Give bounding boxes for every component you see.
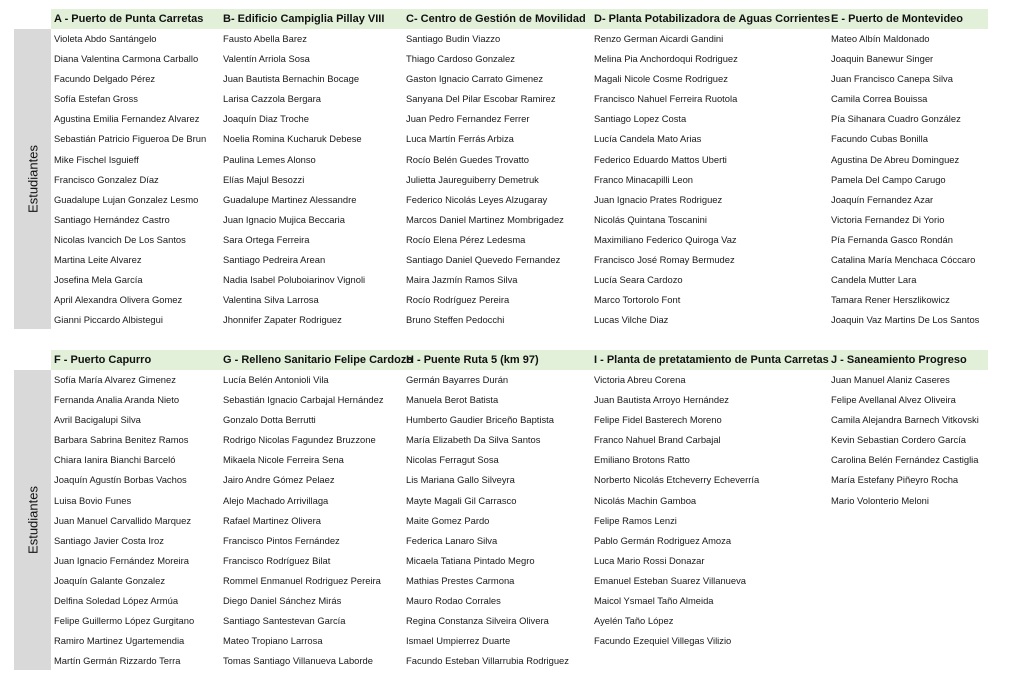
student-name: Kevin Sebastian Cordero García (831, 434, 966, 446)
student-name: Lucía Candela Mato Arias (594, 133, 702, 145)
student-name: Gonzalo Dotta Berrutti (223, 414, 316, 426)
student-name: Valentín Arriola Sosa (223, 53, 310, 65)
student-name: Santiago Hernández Castro (54, 213, 170, 225)
student-name: Norberto Nicolás Etcheverry Echeverría (594, 474, 760, 486)
student-name: Facundo Cubas Bonilla (831, 133, 928, 145)
student-name: Francisco Gonzalez Díaz (54, 173, 159, 185)
student-name: Emanuel Esteban Suarez Villanueva (594, 574, 747, 586)
student-name: Catalina María Menchaca Cóccaro (831, 254, 976, 266)
student-name: Mateo Albín Maldonado (831, 33, 930, 44)
student-name: Bruno Steffen Pedocchi (406, 314, 505, 326)
student-name: Mathias Prestes Carmona (406, 574, 515, 586)
students-sidebar (14, 29, 51, 329)
student-name: Sofía María Alvarez Gimenez (54, 374, 176, 385)
student-name: Felipe Fidel Basterech Moreno (594, 414, 722, 426)
student-name: Agustina De Abreu Dominguez (831, 153, 960, 165)
student-name: Martina Leite Alvarez (54, 254, 142, 266)
student-name: Nicolas Ivancich De Los Santos (54, 233, 186, 245)
column-title: G - Relleno Sanitario Felipe Cardozo (223, 354, 414, 366)
student-name: Rocío Elena Pérez Ledesma (406, 233, 526, 245)
column-title: F - Puerto Capurro (54, 354, 152, 366)
student-name: Juan Francisco Canepa Silva (831, 73, 953, 85)
student-name: Joaquin Vaz Martins De Los Santos (831, 314, 980, 326)
student-name: Tamara Rener Herszlikowicz (831, 294, 950, 306)
student-name: Maira Jazmín Ramos Silva (406, 274, 518, 286)
student-name: Thiago Cardoso Gonzalez (406, 53, 515, 65)
student-name: Violeta Abdo Santángelo (54, 33, 157, 44)
student-name: Candela Mutter Lara (831, 274, 917, 286)
student-name: Felipe Avellanal Alvez Oliveira (831, 394, 956, 406)
student-name: Federica Lanaro Silva (406, 534, 498, 546)
column-i (591, 350, 829, 651)
column-title: C- Centro de Gestión de Movilidad (406, 13, 586, 25)
student-name: Nicolás Machin Gamboa (594, 494, 697, 506)
student-name: Santiago Pedreira Arean (223, 254, 326, 266)
column-c (403, 9, 586, 330)
student-name: Delfina Soledad López Armúa (54, 595, 179, 607)
student-name: Joaquín Fernandez Azar (831, 193, 934, 205)
student-name: Lis Mariana Gallo Silveyra (406, 474, 515, 486)
student-name: Mike Fischel Isguieff (54, 153, 139, 165)
student-name: Marco Tortorolo Font (594, 294, 681, 306)
student-name: Felipe Guillermo López Gurgitano (54, 615, 195, 627)
student-name: Santiago Daniel Quevedo Fernandez (406, 254, 561, 266)
column-title: J - Saneamiento Progreso (831, 354, 967, 366)
student-name: Rafael Martinez Olivera (223, 514, 321, 526)
student-name: Gaston Ignacio Carrato Gimenez (406, 73, 544, 85)
student-name: Melina Pia Anchordoqui Rodriguez (594, 53, 738, 65)
column-h (403, 350, 569, 671)
student-name: Guadalupe Lujan Gonzalez Lesmo (54, 193, 199, 205)
student-name: Noelia Romina Kucharuk Debese (223, 133, 362, 145)
student-name: Rodrigo Nicolas Fagundez Bruzzone (223, 434, 376, 446)
column-g (220, 350, 413, 671)
student-name: Camila Correa Bouissa (831, 93, 928, 105)
student-name: Joaquín Galante Gonzalez (54, 574, 166, 586)
student-name: Juan Bautista Bernachin Bocage (223, 73, 360, 85)
student-name: Lucas Vilche Diaz (594, 314, 669, 326)
student-name: Guadalupe Martinez Alessandre (223, 193, 357, 205)
student-name: Chiara Ianira Bianchi Barceló (54, 454, 176, 466)
student-name: Emiliano Brotons Ratto (594, 454, 690, 466)
student-name: Avril Bacigalupi Silva (54, 414, 141, 426)
column-f (51, 350, 194, 671)
student-name: Nadia Isabel Poluboiarinov Vignoli (223, 274, 366, 286)
student-name: Juan Ignacio Mujica Beccaria (223, 213, 345, 225)
student-name: Pablo Germán Rodriguez Amoza (594, 534, 732, 546)
student-name: Julietta Jaureguiberry Demetruk (406, 173, 539, 185)
column-d (591, 9, 830, 330)
student-name: Martín Germán Rizzardo Terra (54, 655, 181, 667)
student-name: Sara Ortega Ferreira (223, 233, 310, 245)
student-name: Mauro Rodao Corrales (406, 595, 501, 607)
student-name: Francisco Rodríguez Bilat (223, 554, 331, 566)
student-name: Juan Pedro Fernandez Ferrer (406, 113, 530, 125)
column-title: I - Planta de pretatamiento de Punta Carretas (594, 354, 829, 366)
column-title: E - Puerto de Montevideo (831, 13, 964, 25)
student-name: María Estefany Piñeyro Rocha (831, 474, 959, 486)
student-name: Sofía Estefan Gross (54, 93, 138, 105)
student-name: Nicolás Quintana Toscanini (594, 213, 707, 225)
student-name: Manuela Berot Batista (406, 394, 499, 406)
student-name: Francisco Pintos Fernández (223, 534, 340, 546)
student-name: Carolina Belén Fernández Castiglia (831, 454, 979, 466)
student-name: Elías Majul Besozzi (223, 173, 305, 185)
student-name: Jairo Andre Gómez Pelaez (223, 474, 335, 486)
student-name: Rommel Enmanuel Rodriguez Pereira (223, 574, 381, 586)
student-name: Diego Daniel Sánchez Mirás (223, 595, 342, 607)
column-title: B- Edificio Campiglia Pillay VIII (223, 13, 385, 25)
student-name: Juan Ignacio Prates Rodriguez (594, 193, 723, 205)
student-name: María Elizabeth Da Silva Santos (406, 434, 541, 446)
student-name: Germán Bayarres Durán (406, 374, 509, 385)
student-name: Marcos Daniel Martinez Mombrigadez (406, 213, 564, 225)
student-name: Maicol Ysmael Taño Almeida (594, 595, 714, 607)
student-name: Sanyana Del Pilar Escobar Ramirez (406, 93, 556, 105)
student-name: Franco Nahuel Brand Carbajal (594, 434, 721, 446)
column-b (220, 9, 384, 330)
student-name: Sebastián Patricio Figueroa De Brun (54, 133, 207, 145)
student-name: Josefina Mela García (54, 274, 143, 286)
student-name: Maximiliano Federico Quiroga Vaz (594, 233, 737, 245)
student-name: Nicolas Ferragut Sosa (406, 454, 499, 466)
student-name: Francisco Nahuel Ferreira Ruotola (594, 93, 738, 105)
student-name: Barbara Sabrina Benitez Ramos (54, 434, 189, 446)
student-name: Santiago Lopez Costa (594, 113, 687, 125)
student-name: Jhonnifer Zapater Rodriguez (223, 314, 342, 326)
student-name: Joaquín Agustín Borbas Vachos (54, 474, 187, 486)
student-name: Mateo Tropiano Larrosa (223, 635, 323, 647)
student-name: Pía Sihanara Cuadro González (831, 113, 961, 125)
student-name: Valentina Silva Larrosa (223, 294, 319, 306)
student-name: Victoria Fernandez Di Yorio (831, 213, 945, 225)
student-name: Lucía Belén Antonioli Vila (223, 374, 329, 385)
student-name: Facundo Ezequiel Villegas Vilizio (594, 635, 732, 647)
student-name: Joaquín Diaz Troche (223, 113, 309, 125)
student-name: April Alexandra Olivera Gomez (54, 294, 183, 306)
student-name: Facundo Esteban Villarrubia Rodriguez (406, 655, 569, 667)
student-name: Ayelén Taño López (594, 615, 674, 627)
student-name: Humberto Gaudier Briceño Baptista (406, 414, 554, 426)
student-name: Felipe Ramos Lenzi (594, 514, 677, 526)
student-name: Mayte Magali Gil Carrasco (406, 494, 517, 506)
student-name: Renzo German Aicardi Gandini (594, 33, 724, 44)
student-name: Fausto Abella Barez (223, 33, 307, 44)
student-name: Mario Volonterio Meloni (831, 494, 929, 506)
student-name: Federico Eduardo Mattos Uberti (594, 153, 727, 165)
student-name: Luisa Bovio Funes (54, 494, 132, 506)
students-label: Estudiantes (25, 486, 40, 554)
student-name: Gianni Piccardo Albistegui (54, 314, 163, 326)
student-name: Juan Bautista Arroyo Hernández (594, 394, 729, 406)
student-name: Maite Gomez Pardo (406, 514, 490, 526)
student-name: Juan Manuel Alaniz Caseres (831, 374, 950, 385)
student-name: Santiago Javier Costa Iroz (54, 534, 164, 546)
column-title: H - Puente Ruta 5 (km 97) (406, 354, 539, 366)
column-j (828, 350, 979, 511)
student-name: Alejo Machado Arrivillaga (223, 494, 329, 506)
student-name: Ismael Umpierrez Duarte (406, 635, 511, 647)
student-name: Rocío Rodríguez Pereira (406, 294, 510, 306)
student-name: Luca Martín Ferrás Arbiza (406, 133, 514, 145)
student-name: Rocío Belén Guedes Trovatto (406, 153, 529, 165)
students-sidebar (14, 370, 51, 670)
student-name: Agustina Emilia Fernandez Alvarez (54, 113, 200, 125)
column-e (828, 9, 979, 330)
student-name: Micaela Tatiana Pintado Megro (406, 554, 535, 566)
student-name: Tomas Santiago Villanueva Laborde (223, 655, 373, 667)
student-name: Federico Nicolás Leyes Alzugaray (406, 193, 548, 205)
student-name: Facundo Delgado Pérez (54, 73, 156, 85)
student-name: Pamela Del Campo Carugo (831, 173, 946, 185)
student-name: Victoria Abreu Corena (594, 374, 686, 385)
student-name: Francisco José Romay Bermudez (594, 254, 735, 266)
student-name: Regina Constanza Silveira Olivera (406, 615, 549, 627)
student-name: Paulina Lemes Alonso (223, 153, 316, 165)
student-name: Mikaela Nicole Ferreira Sena (223, 454, 344, 466)
student-name: Ramiro Martinez Ugartemendia (54, 635, 185, 647)
student-name: Joaquin Banewur Singer (831, 53, 934, 65)
student-name: Diana Valentina Carmona Carballo (54, 53, 199, 65)
student-name: Camila Alejandra Barnech Vitkovski (831, 414, 979, 426)
student-name: Santiago Budin Viazzo (406, 33, 501, 44)
student-name: Juan Manuel Carvallido Marquez (54, 514, 192, 526)
student-name: Luca Mario Rossi Donazar (594, 554, 705, 566)
column-a (51, 9, 206, 330)
student-name: Franco Minacapilli Leon (594, 173, 694, 185)
student-name: Lucía Seara Cardozo (594, 274, 683, 286)
column-title: A - Puerto de Punta Carretas (54, 13, 204, 25)
column-title: D- Planta Potabilizadora de Aguas Corrientes (594, 13, 831, 25)
student-name: Juan Ignacio Fernández Moreira (54, 554, 189, 566)
student-name: Larisa Cazzola Bergara (223, 93, 321, 105)
student-name: Magali Nicole Cosme Rodriguez (594, 73, 728, 85)
student-name: Pía Fernanda Gasco Rondán (831, 233, 953, 245)
student-name: Santiago Santestevan García (223, 615, 346, 627)
students-label: Estudiantes (25, 145, 40, 213)
student-name: Sebastián Ignacio Carbajal Hernández (223, 394, 384, 406)
student-name: Fernanda Analia Aranda Nieto (54, 394, 180, 406)
